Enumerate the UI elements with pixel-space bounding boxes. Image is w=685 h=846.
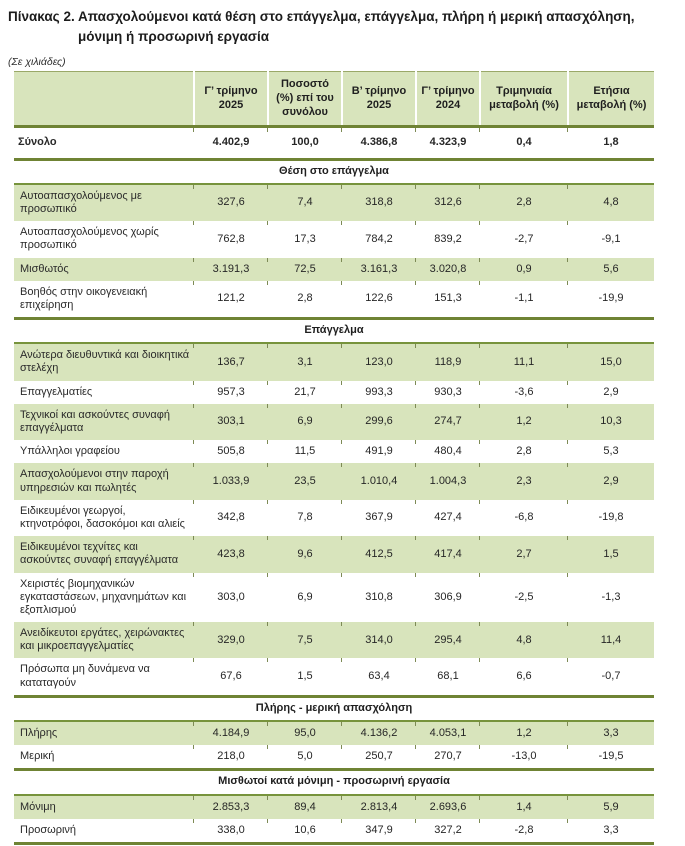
row-label: Υπάλληλοι γραφείου (14, 440, 194, 463)
cell-value: 122,6 (342, 281, 416, 319)
cell-value: -6,8 (480, 500, 568, 536)
cell-value: 2,9 (568, 463, 654, 499)
column-header: Β’ τρίμηνο 2025 (342, 72, 416, 127)
cell-value: 1.010,4 (342, 463, 416, 499)
cell-value: 367,9 (342, 500, 416, 536)
row-label: Μόνιμη (14, 795, 194, 819)
table-row (14, 500, 654, 536)
cell-value: 1,4 (480, 795, 568, 819)
cell-value: 10,6 (268, 819, 342, 844)
cell-value: 123,0 (342, 343, 416, 380)
cell-value: 17,3 (268, 221, 342, 257)
cell-value: 930,3 (416, 381, 480, 404)
row-label-column-header (14, 72, 194, 127)
cell-value: 2.853,3 (194, 795, 268, 819)
cell-value: 412,5 (342, 536, 416, 572)
row-label: Πρόσωπα μη δυνάμενα να καταταγούν (14, 658, 194, 696)
cell-value: -9,1 (568, 221, 654, 257)
table-body (14, 127, 654, 844)
cell-value: -3,6 (480, 381, 568, 404)
cell-value: 11,4 (568, 622, 654, 658)
section-header-row (14, 319, 654, 344)
cell-value: 480,4 (416, 440, 480, 463)
cell-value: 2,3 (480, 463, 568, 499)
cell-value: 250,7 (342, 745, 416, 770)
cell-value: 218,0 (194, 745, 268, 770)
cell-value: -19,9 (568, 281, 654, 319)
cell-value: 68,1 (416, 658, 480, 696)
cell-value: 3,3 (568, 721, 654, 745)
cell-value: 2,8 (268, 281, 342, 319)
table-row (14, 573, 654, 623)
cell-value: 1,5 (268, 658, 342, 696)
section-header-row (14, 770, 654, 795)
row-label: Ανώτερα διευθυντικά και διοικητικά στελέχη (14, 343, 194, 380)
table-header (14, 72, 654, 127)
cell-value: 6,9 (268, 404, 342, 440)
cell-value: 5,6 (568, 258, 654, 281)
row-label: Προσωρινή (14, 819, 194, 844)
table-row (14, 343, 654, 380)
cell-value: 7,5 (268, 622, 342, 658)
column-header: Τριμηνιαία μεταβολή (%) (480, 72, 568, 127)
column-header: Γ’ τρίμηνο 2025 (194, 72, 268, 127)
table-row (14, 745, 654, 770)
table-row (14, 536, 654, 572)
cell-value: 4,8 (480, 622, 568, 658)
cell-value: 3,1 (268, 343, 342, 380)
table-row (14, 819, 654, 844)
cell-value: 347,9 (342, 819, 416, 844)
cell-value: 318,8 (342, 184, 416, 221)
cell-value: 21,7 (268, 381, 342, 404)
row-label: Αυτοαπασχολούμενος με προσωπικό (14, 184, 194, 221)
cell-value: -0,7 (568, 658, 654, 696)
cell-value: 6,9 (268, 573, 342, 623)
cell-value: 9,6 (268, 536, 342, 572)
section-header-row (14, 159, 654, 184)
column-header: Ετήσια μεταβολή (%) (568, 72, 654, 127)
cell-value: 762,8 (194, 221, 268, 257)
cell-value: 342,8 (194, 500, 268, 536)
table-row (14, 440, 654, 463)
cell-value: 4,8 (568, 184, 654, 221)
cell-value: 3.161,3 (342, 258, 416, 281)
cell-value: 839,2 (416, 221, 480, 257)
cell-value: 23,5 (268, 463, 342, 499)
cell-value: 427,4 (416, 500, 480, 536)
cell-value: -19,8 (568, 500, 654, 536)
cell-value: 4.386,8 (342, 127, 416, 159)
cell-value: 7,4 (268, 184, 342, 221)
cell-value: 121,2 (194, 281, 268, 319)
row-label: Τεχνικοί και ασκούντες συναφή επαγγέλματα (14, 404, 194, 440)
cell-value: 136,7 (194, 343, 268, 380)
cell-value: 72,5 (268, 258, 342, 281)
cell-value: 89,4 (268, 795, 342, 819)
cell-value: 2.693,6 (416, 795, 480, 819)
cell-value: 295,4 (416, 622, 480, 658)
table-row (14, 622, 654, 658)
cell-value: 3.020,8 (416, 258, 480, 281)
cell-value: 299,6 (342, 404, 416, 440)
cell-value: 67,6 (194, 658, 268, 696)
cell-value: 2,7 (480, 536, 568, 572)
cell-value: 505,8 (194, 440, 268, 463)
cell-value: -2,5 (480, 573, 568, 623)
row-label: Απασχολούμενοι στην παροχή υπηρεσιών και πωλητές (14, 463, 194, 499)
row-label: Ειδικευμένοι τεχνίτες και ασκούντες συναφή επαγγέλματα (14, 536, 194, 572)
employment-statistics-table (14, 71, 654, 845)
cell-value: 327,2 (416, 819, 480, 844)
column-header: Ποσοστό (%) επί του συνόλου (268, 72, 342, 127)
table-title: Πίνακας 2. Απασχολούμενοι κατά θέση στο επάγγελμα, επάγγελμα, πλήρη ή μερική απασχόληση, μόνιμη ή προσωρινή εργασία (8, 9, 635, 44)
cell-value: -19,5 (568, 745, 654, 770)
cell-value: 2.813,4 (342, 795, 416, 819)
cell-value: 0,4 (480, 127, 568, 159)
cell-value: 4.053,1 (416, 721, 480, 745)
table-row (14, 258, 654, 281)
table-row (14, 795, 654, 819)
cell-value: 1.004,3 (416, 463, 480, 499)
cell-value: 100,0 (268, 127, 342, 159)
row-label: Μερική (14, 745, 194, 770)
cell-value: 0,9 (480, 258, 568, 281)
cell-value: 327,6 (194, 184, 268, 221)
row-label: Μισθωτός (14, 258, 194, 281)
cell-value: 270,7 (416, 745, 480, 770)
section-header-row (14, 696, 654, 721)
cell-value: 4.136,2 (342, 721, 416, 745)
cell-value: 11,5 (268, 440, 342, 463)
section-header: Πλήρης - μερική απασχόληση (14, 696, 654, 721)
cell-value: 314,0 (342, 622, 416, 658)
column-header: Γ’ τρίμηνο 2024 (416, 72, 480, 127)
cell-value: 151,3 (416, 281, 480, 319)
cell-value: 423,8 (194, 536, 268, 572)
cell-value: 303,0 (194, 573, 268, 623)
cell-value: 10,3 (568, 404, 654, 440)
cell-value: -2,8 (480, 819, 568, 844)
cell-value: 1,2 (480, 721, 568, 745)
cell-value: 1,8 (568, 127, 654, 159)
row-label: Βοηθός στην οικογενειακή επιχείρηση (14, 281, 194, 319)
table-row (14, 658, 654, 696)
table-row (14, 221, 654, 257)
cell-value: 417,4 (416, 536, 480, 572)
cell-value: -2,7 (480, 221, 568, 257)
cell-value: 338,0 (194, 819, 268, 844)
cell-value: 312,6 (416, 184, 480, 221)
total-row (14, 127, 654, 159)
row-label: Επαγγελματίες (14, 381, 194, 404)
cell-value: 1,5 (568, 536, 654, 572)
cell-value: 303,1 (194, 404, 268, 440)
cell-value: 5,0 (268, 745, 342, 770)
cell-value: -1,1 (480, 281, 568, 319)
cell-value: 306,9 (416, 573, 480, 623)
cell-value: 3.191,3 (194, 258, 268, 281)
section-header: Θέση στο επάγγελμα (14, 159, 654, 184)
cell-value: -13,0 (480, 745, 568, 770)
table-row (14, 381, 654, 404)
table-row (14, 281, 654, 319)
cell-value: 491,9 (342, 440, 416, 463)
cell-value: 993,3 (342, 381, 416, 404)
row-label: Ειδικευμένοι γεωργοί, κτηνοτρόφοι, δασοκόμοι και αλιείς (14, 500, 194, 536)
cell-value: 4.323,9 (416, 127, 480, 159)
header-row (14, 72, 654, 127)
cell-value: 63,4 (342, 658, 416, 696)
table-row (14, 184, 654, 221)
cell-value: 957,3 (194, 381, 268, 404)
cell-value: 3,3 (568, 819, 654, 844)
cell-value: 5,9 (568, 795, 654, 819)
table-row (14, 721, 654, 745)
row-label: Πλήρης (14, 721, 194, 745)
cell-value: 2,8 (480, 440, 568, 463)
cell-value: 1.033,9 (194, 463, 268, 499)
cell-value: 1,2 (480, 404, 568, 440)
cell-value: 784,2 (342, 221, 416, 257)
cell-value: 7,8 (268, 500, 342, 536)
cell-value: 95,0 (268, 721, 342, 745)
cell-value: 2,9 (568, 381, 654, 404)
section-header: Μισθωτοί κατά μόνιμη - προσωρινή εργασία (14, 770, 654, 795)
cell-value: 4.184,9 (194, 721, 268, 745)
row-label: Ανειδίκευτοι εργάτες, χειρώνακτες και μικροεπαγγελματίες (14, 622, 194, 658)
table-row (14, 404, 654, 440)
cell-value: 310,8 (342, 573, 416, 623)
cell-value: 4.402,9 (194, 127, 268, 159)
cell-value: 5,3 (568, 440, 654, 463)
cell-value: 274,7 (416, 404, 480, 440)
cell-value: 329,0 (194, 622, 268, 658)
cell-value: 15,0 (568, 343, 654, 380)
cell-value: 2,8 (480, 184, 568, 221)
cell-value: -1,3 (568, 573, 654, 623)
row-label: Αυτοαπασχολούμενος χωρίς προσωπικό (14, 221, 194, 257)
row-label: Σύνολο (14, 127, 194, 159)
section-header: Επάγγελμα (14, 319, 654, 344)
table-row (14, 463, 654, 499)
units-note: (Σε χιλιάδες) (8, 56, 66, 69)
cell-value: 6,6 (480, 658, 568, 696)
cell-value: 11,1 (480, 343, 568, 380)
cell-value: 118,9 (416, 343, 480, 380)
row-label: Χειριστές βιομηχανικών εγκαταστάσεων, μηχανημάτων και εξοπλισμού (14, 573, 194, 623)
